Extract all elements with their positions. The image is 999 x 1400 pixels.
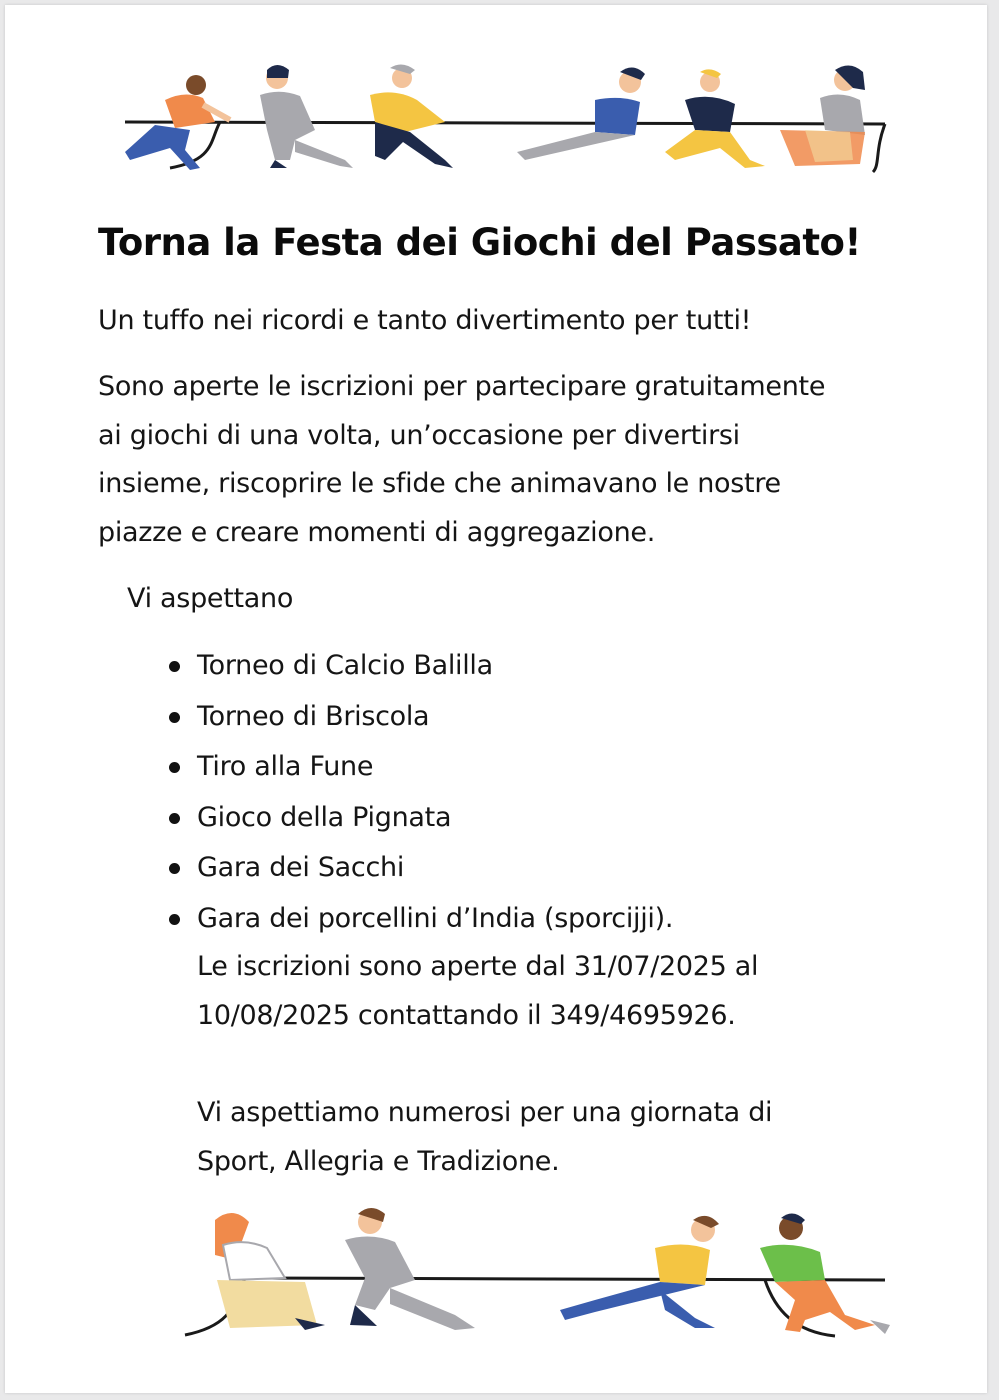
intro-line: piazze e creare momenti di aggregazione. [98, 516, 655, 548]
games-list [165, 641, 673, 944]
closing-line: Sport, Allegria e Tradizione. [197, 1145, 560, 1177]
page-title: Torna la Festa dei Giochi del Passato! [98, 221, 861, 264]
poster-page [5, 5, 987, 1393]
list-item: Gara dei Sacchi [165, 843, 673, 894]
tug-of-war-top-illustration [5, 60, 987, 185]
subtitle: Un tuffo nei ricordi e tanto divertimento per tutti! [98, 305, 752, 336]
registration-info [197, 943, 897, 1040]
registration-line: 10/08/2025 contattando il 349/4695926. [197, 999, 736, 1031]
list-item: Torneo di Calcio Balilla [165, 641, 673, 692]
intro-line: Sono aperte le iscrizioni per partecipare gratuitamente [98, 371, 826, 402]
list-lead: Vi aspettano [127, 583, 294, 614]
list-item: Gioco della Pignata [165, 793, 673, 844]
intro-line: ai giochi di una volta, un’occasione per divertirsi [98, 419, 740, 451]
list-item: Gara dei porcellini d’India (sporcijji). [165, 894, 673, 945]
list-item: Torneo di Briscola [165, 692, 673, 743]
tug-of-war-bottom-illustration [5, 1200, 987, 1350]
closing-text [197, 1089, 897, 1186]
tug-of-war-people-icon [125, 64, 885, 172]
closing-line: Vi aspettiamo numerosi per una giornata di [197, 1097, 773, 1128]
intro-paragraph [98, 363, 898, 557]
intro-line: insieme, riscoprire le sfide che animavano le nostre [98, 468, 781, 499]
tug-of-war-people-icon [185, 1208, 890, 1336]
list-item: Tiro alla Fune [165, 742, 673, 793]
registration-line: Le iscrizioni sono aperte dal 31/07/2025 al [197, 951, 759, 982]
